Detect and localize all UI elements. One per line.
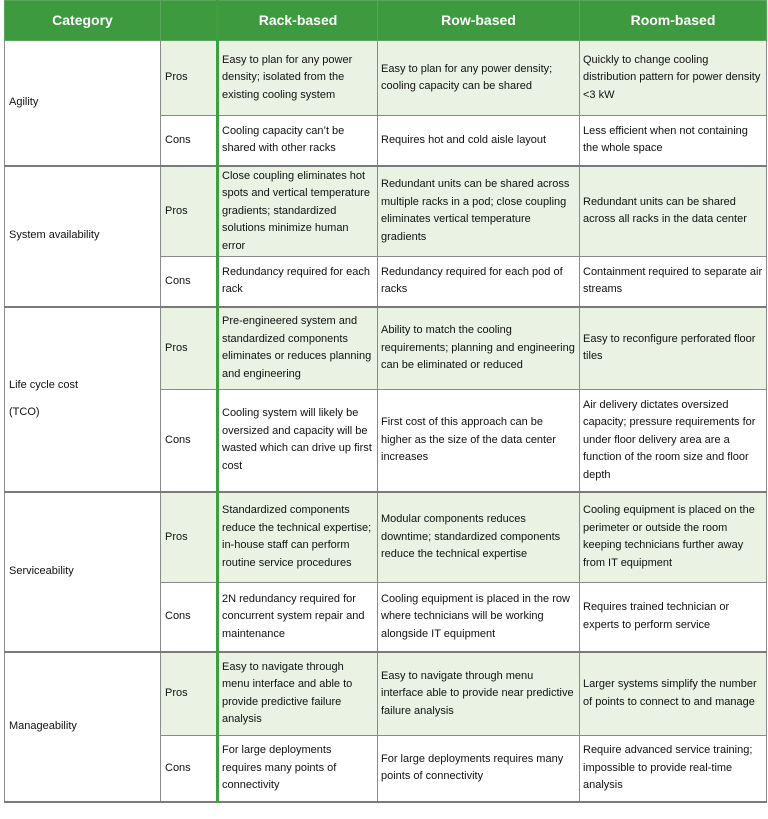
row-based-cell: Cooling equipment is placed in the row where technicians will be working alongside IT equipment — [378, 583, 580, 652]
room-based-cell: Cooling equipment is placed on the perimeter or outside the room keeping technicians further away from IT equipment — [580, 492, 767, 583]
table-row — [5, 492, 767, 583]
room-based-cell: Air delivery dictates oversized capacity; pressure requirements for under floor delivery area are a function of the room size and floor depth — [580, 390, 767, 492]
row-based-cell: Modular components reduces downtime; standardized components reduce the technical expertise — [378, 492, 580, 583]
header-pros-cons — [161, 1, 218, 41]
pros-label: Pros — [161, 41, 218, 116]
rack-based-cell: Easy to plan for any power density; isolated from the existing cooling system — [218, 41, 378, 116]
category-cell — [5, 492, 161, 652]
pros-label: Pros — [161, 307, 218, 390]
category-cell — [5, 307, 161, 492]
category-label: Life cycle cost — [9, 378, 79, 391]
row-based-cell: For large deployments requires many points of connectivity — [378, 736, 580, 802]
category-label: Serviceability — [9, 564, 74, 577]
table-row — [5, 41, 767, 116]
rack-based-cell: Redundancy required for each rack — [218, 257, 378, 307]
room-based-cell: Less efficient when not containing the whole space — [580, 116, 767, 166]
header-room-based: Room-based — [580, 1, 767, 41]
category-cell — [5, 652, 161, 802]
category-sublabel: (TCO) — [9, 406, 40, 418]
row-based-cell: Requires hot and cold aisle layout — [378, 116, 580, 166]
pros-label: Pros — [161, 652, 218, 736]
cons-label: Cons — [161, 583, 218, 652]
header-row-based: Row-based — [378, 1, 580, 41]
table-row — [5, 652, 767, 736]
rack-based-cell: For large deployments requires many points of connectivity — [218, 736, 378, 802]
pros-label: Pros — [161, 166, 218, 257]
header-rack-based: Rack-based — [218, 1, 378, 41]
row-based-cell: Ability to match the cooling requirements; planning and engineering can be eliminated or reduced — [378, 307, 580, 390]
rack-based-cell: Cooling capacity can’t be shared with other racks — [218, 116, 378, 166]
room-based-cell: Containment required to separate air streams — [580, 257, 767, 307]
category-cell — [5, 166, 161, 307]
category-label: Agility — [9, 96, 39, 108]
rack-based-cell: Standardized components reduce the technical expertise; in-house staff can perform routine service procedures — [218, 492, 378, 583]
header-category: Category — [5, 1, 161, 41]
row-based-cell: First cost of this approach can be higher as the size of the data center increases — [378, 390, 580, 492]
category-label: System availability — [9, 229, 100, 242]
header-row — [5, 1, 767, 41]
room-based-cell: Larger systems simplify the number of points to connect to and manage — [580, 652, 767, 736]
comparison-table — [4, 0, 767, 803]
table-row — [5, 307, 767, 390]
table-row — [5, 166, 767, 257]
rack-based-cell: Cooling system will likely be oversized and capacity will be wasted which can drive up first cost — [218, 390, 378, 492]
rack-based-cell: 2N redundancy required for concurrent system repair and maintenance — [218, 583, 378, 652]
room-based-cell: Redundant units can be shared across all racks in the data center — [580, 166, 767, 257]
room-based-cell: Easy to reconfigure perforated floor tiles — [580, 307, 767, 390]
rack-based-cell: Close coupling eliminates hot spots and vertical temperature gradients; standardized solutions minimize human error — [218, 166, 378, 257]
row-based-cell: Redundancy required for each pod of racks — [378, 257, 580, 307]
cons-label: Cons — [161, 390, 218, 492]
room-based-cell: Quickly to change cooling distribution pattern for power density <3 kW — [580, 41, 767, 116]
rack-based-cell: Pre-engineered system and standardized components eliminates or reduces planning and engineering — [218, 307, 378, 390]
cons-label: Cons — [161, 736, 218, 802]
room-based-cell: Requires trained technician or experts to perform service — [580, 583, 767, 652]
row-based-cell: Easy to navigate through menu interface able to provide near predictive failure analysis — [378, 652, 580, 736]
cons-label: Cons — [161, 257, 218, 307]
category-cell — [5, 41, 161, 166]
rack-based-cell: Easy to navigate through menu interface and able to provide predictive failure analysis — [218, 652, 378, 736]
row-based-cell: Easy to plan for any power density; cooling capacity can be shared — [378, 41, 580, 116]
row-based-cell: Redundant units can be shared across multiple racks in a pod; close coupling eliminates vertical temperature gradients — [378, 166, 580, 257]
category-label: Manageability — [9, 719, 77, 732]
cons-label: Cons — [161, 116, 218, 166]
pros-label: Pros — [161, 492, 218, 583]
room-based-cell: Require advanced service training; impossible to provide real-time analysis — [580, 736, 767, 802]
